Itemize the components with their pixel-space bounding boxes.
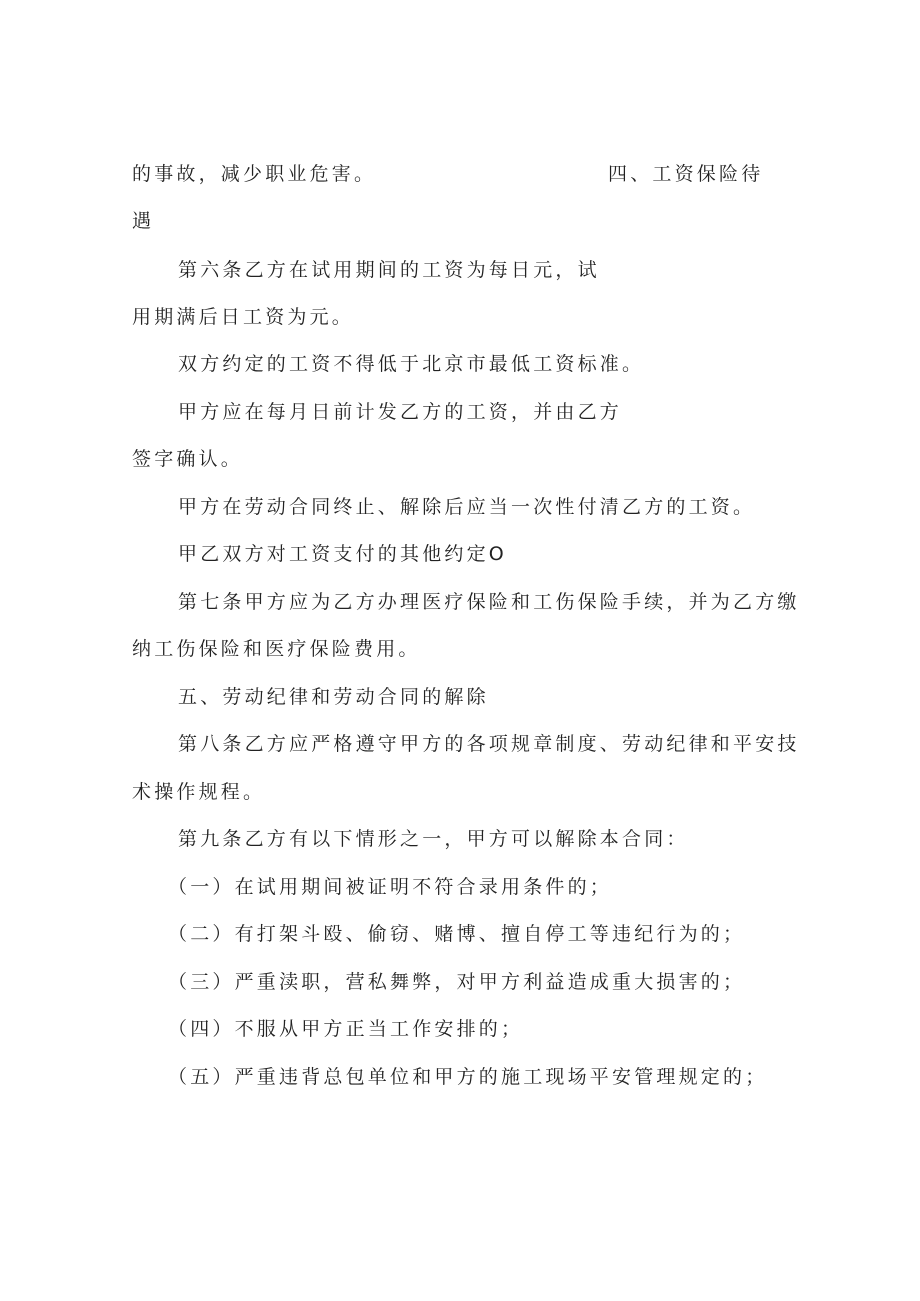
- section-heading-five: 五、劳动纪律和劳动合同的解除: [178, 686, 489, 708]
- paragraph-line: 纳工伤保险和医疗保险费用。: [132, 638, 421, 660]
- section-heading-four: 四、工资保险待: [608, 163, 764, 185]
- list-item: （一）在试用期间被证明不符合录用条件的；: [168, 876, 613, 898]
- paragraph-line: 用期满后日工资为元。: [132, 306, 355, 328]
- paragraph-line: 甲方在劳动合同终止、解除后应当一次性付清乙方的工资。: [178, 496, 756, 518]
- list-item: （三）严重渎职，营私舞弊，对甲方利益造成重大损害的；: [168, 971, 746, 993]
- paragraph-line: 双方约定的工资不得低于北京市最低工资标准。: [178, 353, 645, 375]
- article-nine: 第九条乙方有以下情形之一，甲方可以解除本合同：: [178, 828, 689, 850]
- article-eight: 第八条乙方应严格遵守甲方的各项规章制度、劳动纪律和平安技: [178, 733, 800, 755]
- list-item: （四）不服从甲方正当工作安排的；: [168, 1018, 524, 1040]
- article-seven: 第七条甲方应为乙方办理医疗保险和工伤保险手续，并为乙方缴: [178, 591, 800, 613]
- paragraph-line: 签字确认。: [132, 448, 244, 470]
- paragraph-line: 的事故，减少职业危害。: [132, 163, 377, 185]
- list-item: （五）严重违背总包单位和甲方的施工现场平安管理规定的；: [168, 1066, 768, 1088]
- list-item: （二）有打架斗殴、偷窃、赌博、擅自停工等违纪行为的；: [168, 923, 746, 945]
- paragraph-line: 遇: [132, 210, 155, 232]
- paragraph-line: 术操作规程。: [132, 781, 266, 803]
- paragraph-line: 甲方应在每月日前计发乙方的工资，并由乙方: [178, 401, 623, 423]
- article-six: 第六条乙方在试用期间的工资为每日元，试: [178, 259, 600, 281]
- paragraph-line: 甲乙双方对工资支付的其他约定O: [178, 543, 507, 565]
